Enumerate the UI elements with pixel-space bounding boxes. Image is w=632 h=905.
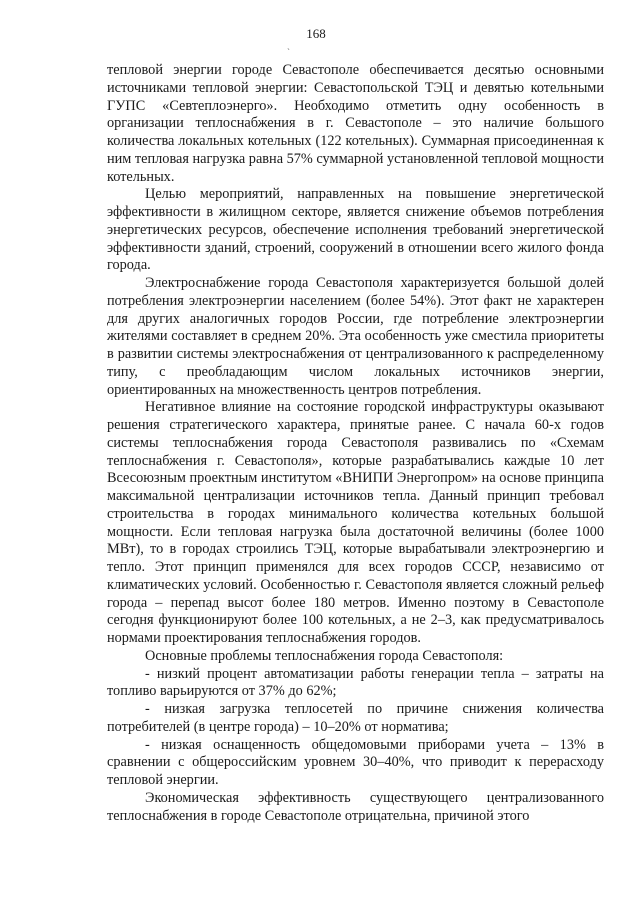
page-number: 168	[306, 26, 326, 41]
paragraph-negative-impact: Негативное влияние на состояние городской инфраструктуры оказывают решения стратегического характера, принятые ранее. С начала 60-х годов системы теплоснабжения города Севастополя развивались по «Схемам теплоснабжения г. Севастополя», которые разрабатывались каждые 10 лет Всесоюзным проектным институтом «ВНИПИ Энергопром» на основе принципа максимальной централизации источников тепла. Данный принцип требовал строительства в городах минимального количества котельных большой мощности. Если тепловая нагрузка была достаточной величины (более 1000 МВт), то в городах строились ТЭЦ, которые вырабатывали электроэнергию и тепло. Этот принцип применялся для всех городов СССР, независимо от климатических условий. Особенностью г. Севастополя является сложный рельеф города – перепад высот более 180 метров. Именно поэтому в Севастополе сегодня функционируют более 100 котельных, а не 2–3, как предусматривалось нормами проектирования теплоснабжения городов.	[107, 399, 604, 646]
document-body	[107, 62, 604, 825]
problem-item-automation: - низкий процент автоматизации работы генерации тепла – затраты на топливо варьируются от 37% до 62%;	[107, 665, 604, 700]
problem-item-metering: - низкая оснащенность общедомовыми приборами учета – 13% в сравнении с общероссийским уровнем 30–40%, что приводит к перерасходу тепловой энергии.	[107, 736, 604, 788]
paragraph-economic-efficiency: Экономическая эффективность существующего централизованного теплоснабжения в городе Севастополе отрицательна, причиной этого	[107, 789, 604, 824]
problem-item-network-load: - низкая загрузка теплосетей по причине снижения количества потребителей (в центре города) – 10–20% от норматива;	[107, 701, 604, 735]
paragraph-electricity-supply: Электроснабжение города Севастополя характеризуется большой долей потребления электроэнергии населением (более 54%). Этот факт не характерен для других аналогичных городов России, где потребление электроэнергии жителями составляет в среднем 20%. Эта особенность уже сместила приоритеты в развитии системы электроснабжения от централизованного к распределенному типу, с преобладающим числом локальных источников энергии, ориентированных на множественность центров потребления.	[107, 275, 604, 398]
paragraph-heat-sources: тепловой энергии городе Севастополе обеспечивается десятью основными источниками тепловой энергии: Севастопольской ТЭЦ и девятью котельными ГУПС «Севтеплоэнерго». Необходимо отметить одну особенность в организации теплоснабжения в г. Севастополе – это наличие большого количества локальных котельных (122 котельных). Суммарная присоединенная к ним тепловая нагрузка равна 57% суммарной установленной тепловой мощности котельных.	[107, 62, 604, 185]
scan-speck: ˏ	[287, 40, 290, 50]
paragraph-efficiency-goal: Целью мероприятий, направленных на повышение энергетической эффективности в жилищном секторе, является снижение объемов потребления энергетических ресурсов, обеспечение исполнения требований энергетической эффективности зданий, строений, сооружений в отношении всего жилого фонда города.	[107, 186, 604, 274]
paragraph-main-problems-intro: Основные проблемы теплоснабжения города Севастополя:	[145, 647, 504, 664]
